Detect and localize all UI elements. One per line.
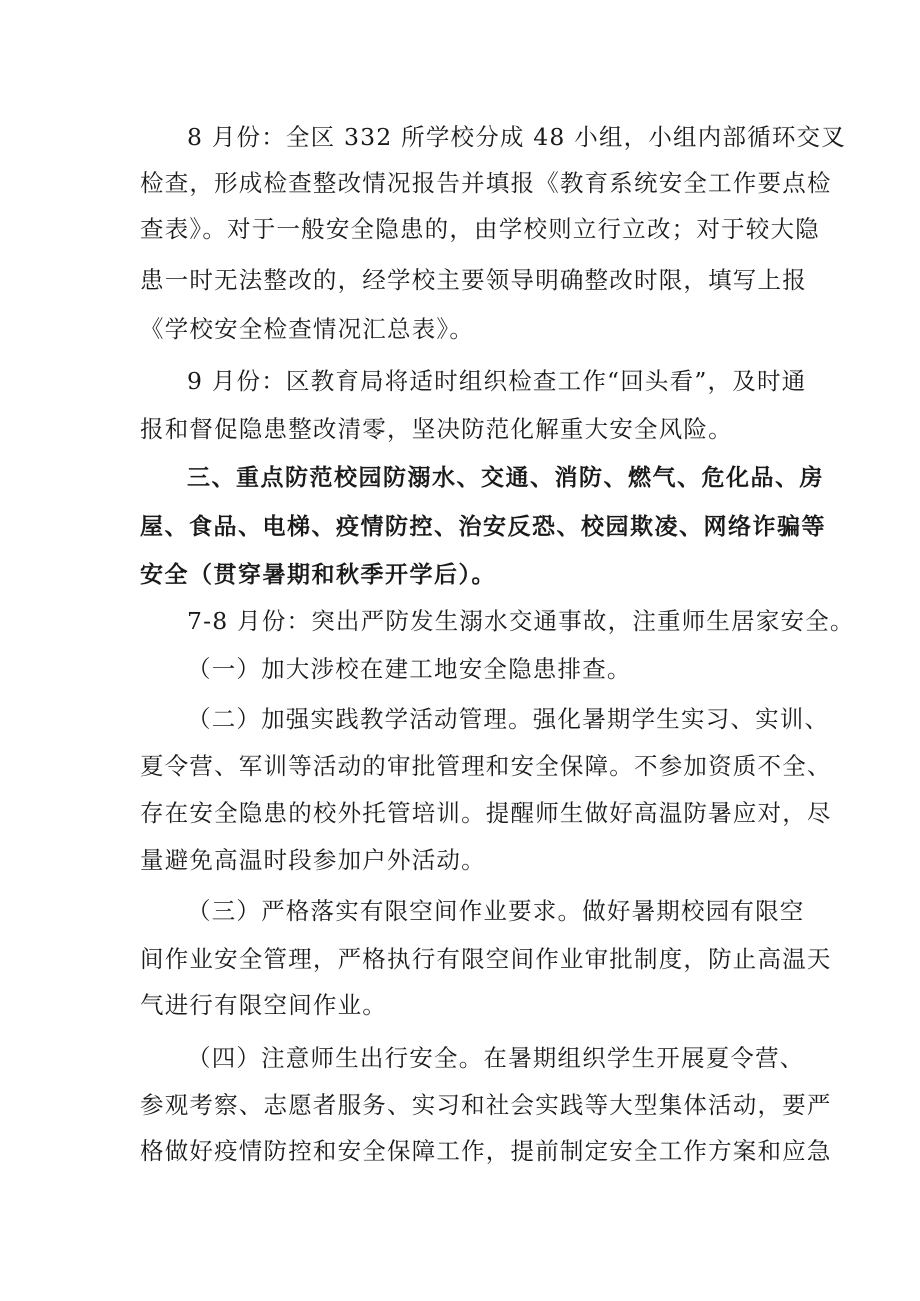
section-heading: 安全（贯穿暑期和秋季开学后）。: [140, 562, 496, 588]
paragraph-line: 查表》。对于一般安全隐患的，由学校则立行立改；对于较大隐: [140, 215, 820, 243]
paragraph-line: （三）严格落实有限空间作业要求。做好暑期校园有限空: [187, 897, 805, 925]
paragraph-line: 7-8 月份：突出严防发生溺水交通事故，注重师生居家安全。: [187, 607, 855, 635]
paragraph-line: 夏令营、军训等活动的审批管理和安全保障。不参加资质不全、: [140, 752, 832, 780]
paragraph-line: 气进行有限空间作业。: [140, 991, 387, 1019]
paragraph-line: 间作业安全管理，严格执行有限空间作业审批制度，防止高温天: [140, 945, 832, 973]
paragraph-line: 患一时无法整改的，经学校主要领导明确整改时限，填写上报: [140, 266, 807, 294]
paragraph-line: 参观考察、志愿者服务、实习和社会实践等大型集体活动，要严: [140, 1091, 832, 1119]
paragraph-line: （四）注意师生出行安全。在暑期组织学生开展夏令营、: [187, 1044, 805, 1072]
paragraph-line: 检查，形成检查整改情况报告并填报《教育系统安全工作要点检: [140, 169, 832, 197]
paragraph-line: 9 月份：区教育局将适时组织检查工作“回头看”，及时通: [187, 367, 807, 395]
paragraph-line: （一）加大涉校在建工地安全隐患排查。: [187, 655, 632, 683]
paragraph-line: （二）加强实践教学活动管理。强化暑期学生实习、实训、: [187, 705, 830, 733]
paragraph-line: 存在安全隐患的校外托管培训。提醒师生做好高温防暑应对，尽: [140, 799, 832, 827]
paragraph-line: 格做好疫情防控和安全保障工作，提前制定安全工作方案和应急: [140, 1137, 832, 1165]
section-heading: 屋、食品、电梯、疫情防控、治安反恐、校园欺凌、网络诈骗等: [140, 514, 826, 540]
paragraph-line: 量避免高温时段参加户外活动。: [140, 846, 486, 874]
paragraph-line: 8 月份：全区 332 所学校分成 48 小组，小组内部循环交叉: [187, 123, 846, 151]
paragraph-line: 《学校安全检查情况汇总表》。: [140, 315, 475, 343]
paragraph-line: 报和督促隐患整改清零，坚决防范化解重大安全风险。: [140, 415, 733, 443]
section-heading: 三、重点防范校园防溺水、交通、消防、燃气、危化品、房: [187, 465, 824, 491]
